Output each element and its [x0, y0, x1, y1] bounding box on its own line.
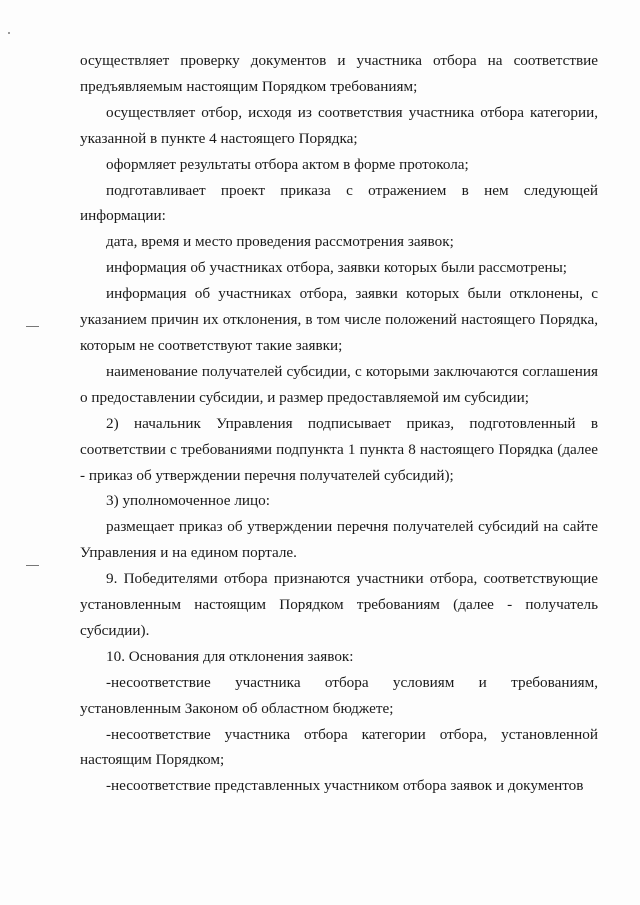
paragraph: -несоответствие участника отбора условиям и требованиям, установленным Законом об областном бюджете;	[80, 673, 598, 717]
margin-mark	[26, 326, 39, 327]
paragraph: осуществляет отбор, исходя из соответствия участника отбора категории, указанной в пункте 4 настоящего Порядка;	[80, 103, 598, 147]
paragraph: 10. Основания для отклонения заявок:	[106, 647, 354, 665]
paragraph: -несоответствие представленных участником отбора заявок и документов	[106, 777, 584, 795]
paragraph: 2) начальник Управления подписывает приказ, подготовленный в соответствии с требованиями подпункта 1 пункта 8 настоящего Порядка (далее - приказ об утверждении перечня получателей субсидий);	[80, 414, 598, 484]
scan-speck	[8, 32, 10, 34]
document-body	[80, 48, 598, 799]
margin-mark	[26, 565, 39, 566]
paragraph: подготавливает проект приказа с отражением в нем следующей информации:	[80, 181, 598, 225]
paragraph: наименование получателей субсидии, с которыми заключаются соглашения о предоставлении субсидии, и размер предоставляемой им субсидии;	[80, 362, 598, 406]
paragraph: 9. Победителями отбора признаются участники отбора, соответствующие установленным настоящим Порядком требованиям (далее - получатель субсидии).	[80, 570, 598, 639]
paragraph: информация об участниках отбора, заявки которых были отклонены, с указанием причин их отклонения, в том числе положений настоящего Порядка, которым не соответствуют такие заявки;	[80, 285, 598, 354]
paragraph: 3) уполномоченное лицо:	[106, 492, 270, 510]
paragraph: дата, время и место проведения рассмотрения заявок;	[106, 233, 454, 251]
paragraph: оформляет результаты отбора актом в форме протокола;	[106, 155, 469, 173]
paragraph: информация об участниках отбора, заявки которых были рассмотрены;	[106, 259, 568, 277]
paragraph: размещает приказ об утверждении перечня получателей субсидий на сайте Управления и на едином портале.	[80, 518, 598, 562]
paragraph: осуществляет проверку документов и участника отбора на соответствие предъявляемым настоящим Порядком требованиям;	[80, 52, 598, 95]
paragraph: -несоответствие участника отбора категории отбора, установленной настоящим Порядком;	[80, 725, 598, 769]
